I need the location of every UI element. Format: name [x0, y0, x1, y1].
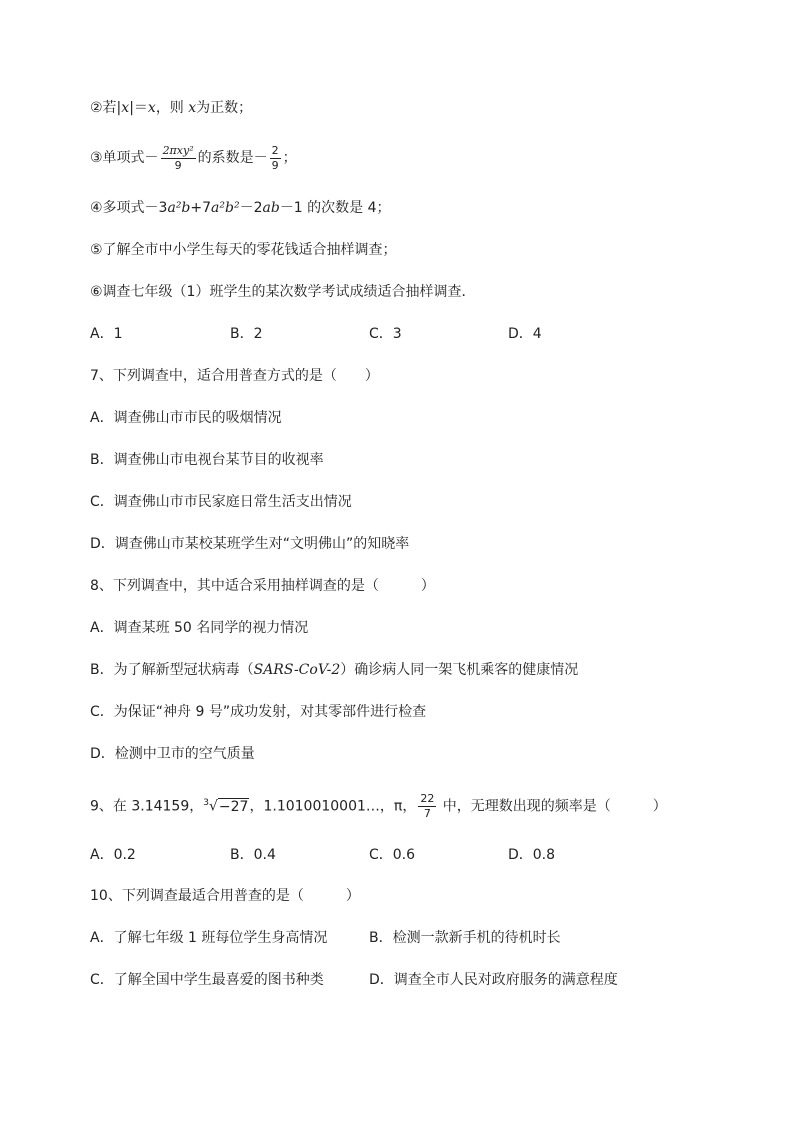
q9-option-d[interactable]: D．0.8: [508, 847, 556, 863]
q7-option-a[interactable]: A．调查佛山市市民的吸烟情况: [90, 410, 282, 426]
q9-option-b[interactable]: B．0.4: [230, 847, 276, 863]
q8-option-c[interactable]: C．为保证“神舟 9 号”成功发射，对其零部件进行检查: [90, 704, 427, 720]
q6-option-d[interactable]: D．4: [508, 326, 542, 342]
radical-sign: √: [209, 798, 218, 815]
text: ④多项式－3: [90, 200, 168, 216]
text: B．为了解新型冠状病毒（: [90, 662, 254, 678]
q7-stem: 7、下列调查中，适合用普查方式的是（ ）: [90, 368, 379, 384]
var-x: x: [147, 100, 156, 116]
q6-option-b[interactable]: B．2: [230, 326, 263, 342]
q7-option-d[interactable]: D．调查佛山市某校某班学生对“文明佛山”的知晓率: [90, 536, 410, 552]
var-x: x: [121, 100, 130, 116]
virus-name: SARS-CoV-2: [253, 662, 341, 678]
fraction-coefficient: [270, 144, 281, 173]
numerator: 2: [271, 143, 279, 157]
text: ，1.1010010001…，π，: [249, 798, 417, 815]
q10-option-d[interactable]: D．调查全市人民对政府服务的满意程度: [369, 972, 618, 988]
denominator: 7: [423, 807, 431, 821]
q9-option-c[interactable]: C．0.6: [369, 847, 416, 863]
fraction-22-7: [418, 792, 436, 821]
var-x: x: [188, 100, 197, 116]
text: |＝: [129, 100, 148, 116]
q8-option-d[interactable]: D．检测中卫市的空气质量: [90, 746, 255, 762]
statement-5: ⑤了解全市中小学生每天的零花钱适合抽样调查；: [90, 242, 397, 258]
fraction-monomial: [161, 144, 196, 173]
q7-option-b[interactable]: B．调查佛山市电视台某节目的收视率: [90, 452, 324, 468]
text: ；: [282, 150, 297, 166]
text: ）确诊病人同一架飞机乘客的健康情况: [340, 662, 579, 678]
q10-option-c[interactable]: C．了解全国中学生最喜爱的图书种类: [90, 972, 324, 988]
text: 的系数是－: [197, 150, 268, 166]
q9-option-a[interactable]: A．0.2: [90, 847, 136, 863]
text: ②若|: [90, 100, 122, 116]
radicand: −27: [218, 798, 249, 815]
q6-option-c[interactable]: C．3: [369, 326, 402, 342]
text: －2: [239, 200, 263, 216]
numerator: 22: [420, 792, 435, 806]
cube-root: [203, 783, 249, 827]
text: ③单项式－: [90, 150, 159, 166]
term: a²b²: [211, 200, 240, 216]
text: ，则: [155, 100, 189, 116]
root-index: 3: [203, 798, 209, 808]
q8-option-b[interactable]: [90, 660, 578, 680]
term: a²b: [167, 200, 191, 216]
text: 中，无理数出现的频率是（ ）: [438, 798, 667, 815]
q10-stem: 10、下列调查最适合用普查的是（ ）: [90, 888, 360, 904]
term: ab: [262, 200, 280, 216]
text: 9、在 3.14159，: [90, 798, 204, 815]
numerator: 2πxy²: [162, 143, 194, 157]
q10-option-b[interactable]: B．检测一款新手机的待机时长: [369, 930, 561, 946]
statement-3: [90, 138, 297, 178]
q10-option-a[interactable]: A．了解七年级 1 班每位学生身高情况: [90, 930, 328, 946]
q9-stem: [90, 783, 667, 827]
q6-option-a[interactable]: A．1: [90, 326, 123, 342]
q8-option-a[interactable]: A．调查某班 50 名同学的视力情况: [90, 620, 309, 636]
denominator: 9: [271, 158, 279, 172]
text: －1 的次数是 4；: [279, 200, 391, 216]
q7-option-c[interactable]: C．调查佛山市市民家庭日常生活支出情况: [90, 494, 352, 510]
statement-6: ⑥调查七年级（1）班学生的某次数学考试成绩适合抽样调查．: [90, 284, 476, 300]
statement-2: [90, 98, 252, 118]
q8-stem: 8、下列调查中，其中适合采用抽样调查的是（ ）: [90, 578, 435, 594]
statement-4: [90, 198, 391, 218]
text: +7: [190, 200, 212, 216]
text: 为正数；: [196, 100, 253, 116]
denominator: 9: [174, 158, 182, 172]
